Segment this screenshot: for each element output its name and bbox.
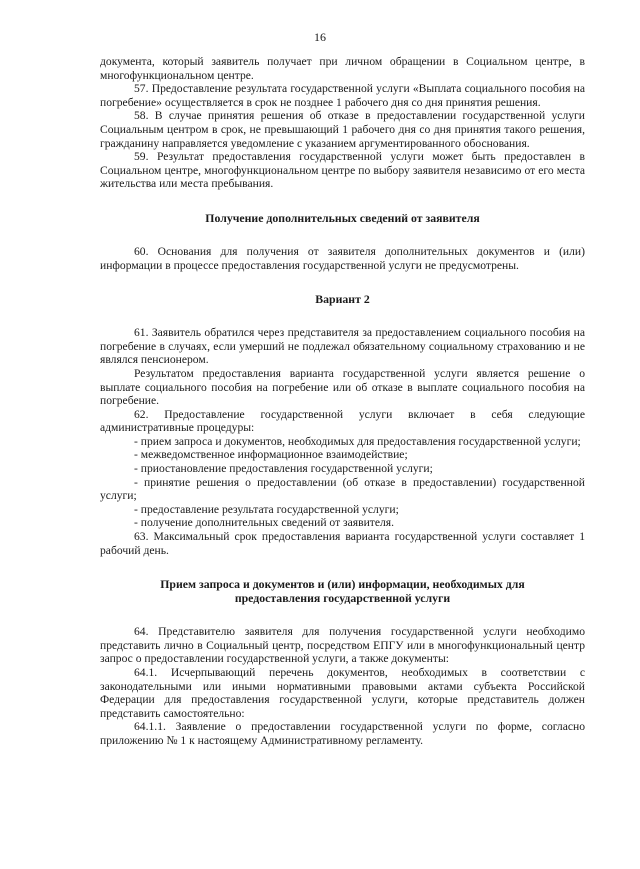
procedure-item: - межведомственное информационное взаимодействие; <box>134 448 408 462</box>
paragraph-61: 61. Заявитель обратился через представителя за предоставлением социального пособия на погребение в случаях, если умерший не подлежал обязательному социальному страхованию и не являлся пенсионером. <box>100 326 585 367</box>
paragraph-59: 59. Результат предоставления государственной услуги может быть предоставлен в Социальном центре, многофункциональном центре по выбору заявителя независимо от его места жительства или места пребывания. <box>100 150 585 191</box>
procedure-item: - получение дополнительных сведений от заявителя. <box>134 516 395 530</box>
paragraph-63: 63. Максимальный срок предоставления варианта государственной услуги составляет 1 рабочий день. <box>100 530 585 557</box>
paragraph-result: Результатом предоставления варианта государственной услуги является решение о выплате социального пособия на погребение или об отказе в выплате социального пособия на погребение. <box>100 366 585 408</box>
paragraph-64-1-1: 64.1.1. Заявление о предоставлении государственной услуги по форме, согласно приложению № 1 к настоящему Административному регламенту. <box>100 720 585 747</box>
procedure-item: - принятие решения о предоставлении (об отказе в предоставлении) государственной услуги; <box>100 475 585 503</box>
heading-variant-2: Вариант 2 <box>315 292 370 307</box>
paragraph-57: 57. Предоставление результата государственной услуги «Выплата социального пособия на погребение» осуществляется в срок не позднее 1 рабочего дня со дня принятия решения. <box>100 82 585 109</box>
paragraph-58: 58. В случае принятия решения об отказе в предоставлении государственной услуги Социальным центром в срок, не превышающий 1 рабочего дня со дня принятия такого решения, гражданину направляется уведомление с указанием аргументированного обоснования. <box>100 109 585 150</box>
paragraph-62: 62. Предоставление государственной услуги включает в себя следующие административные процедуры: <box>100 407 585 435</box>
procedure-item: - прием запроса и документов, необходимых для предоставления государственной услуги; <box>134 434 581 448</box>
paragraph-64: 64. Представителю заявителя для получения государственной услуги необходимо представить лично в Социальный центр, посредством ЕПГУ или в многофункциональный центр запрос о предоставлении государственной услуги, а также документы: <box>100 625 585 666</box>
document-body <box>100 55 585 748</box>
paragraph-60: 60. Основания для получения от заявителя дополнительных документов и (или) информации в процессе предоставления государственной услуги не предусмотрены. <box>100 244 585 272</box>
paragraph-64-1: 64.1. Исчерпывающий перечень документов, необходимых в соответствии с законодательными или иными нормативными правовыми актами субъекта Российской Федерации для предоставления государственной услуги, которые представитель должен представить самостоятельно: <box>100 666 585 720</box>
page-number: 16 <box>314 30 326 44</box>
paragraph-continuation: документа, который заявитель получает при личном обращении в Социальном центре, в многофункциональном центре. <box>100 55 585 82</box>
heading-reception-line2: предоставления государственной услуги <box>234 591 451 606</box>
procedure-item: - предоставление результата государственной услуги; <box>134 502 399 516</box>
procedure-item: - приостановление предоставления государственной услуги; <box>134 462 433 476</box>
heading-reception-line1: Прием запроса и документов и (или) информации, необходимых для <box>160 577 525 592</box>
heading-additional-info: Получение дополнительных сведений от заявителя <box>205 210 480 225</box>
